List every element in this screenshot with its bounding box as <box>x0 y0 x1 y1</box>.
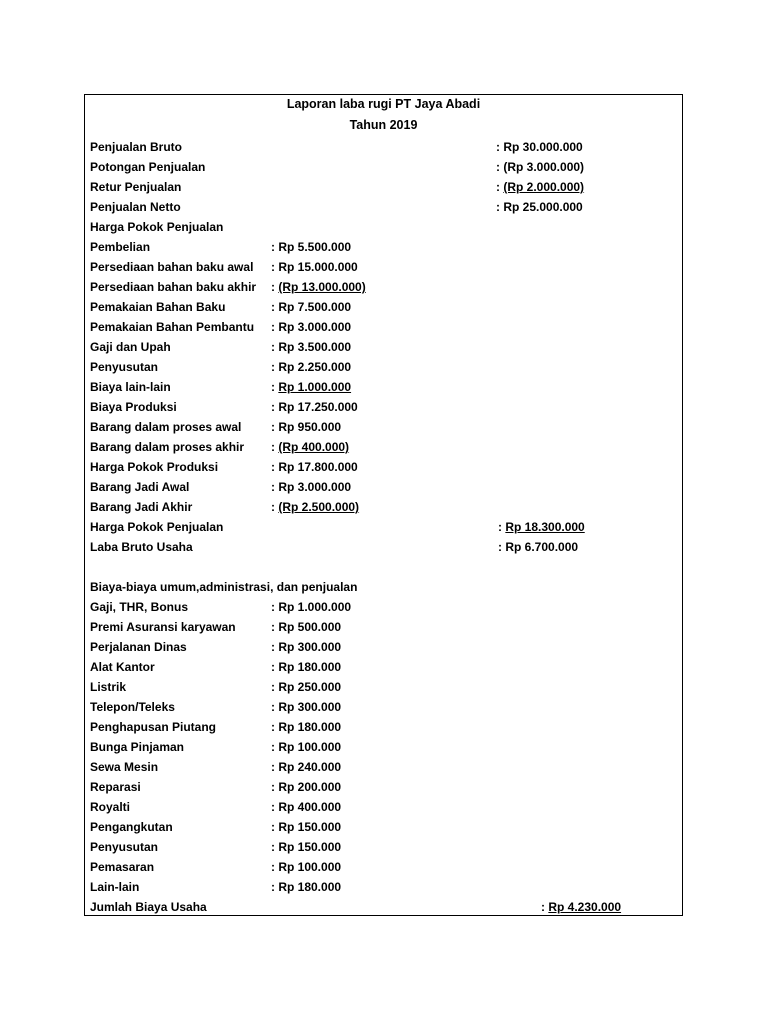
row-penyusutan-2 <box>90 840 680 860</box>
row-royalti <box>90 800 680 820</box>
row-label: Premi Asuransi karyawan <box>90 620 236 634</box>
row-value: : (Rp 3.000.000) <box>496 160 585 174</box>
row-label: Gaji, THR, Bonus <box>90 600 189 614</box>
row-barang-jadi-akhir <box>90 500 680 520</box>
row-label: Biaya Produksi <box>90 400 177 414</box>
section-heading: Biaya-biaya umum,administrasi, dan penjualan <box>90 580 358 594</box>
row-label: Reparasi <box>90 780 141 794</box>
row-pemasaran <box>90 860 680 880</box>
row-label: Jumlah Biaya Usaha <box>90 900 207 914</box>
row-value: : Rp 100.000 <box>271 740 342 754</box>
row-value: : Rp 7.500.000 <box>271 300 352 314</box>
row-label: Persediaan bahan baku awal <box>90 260 254 274</box>
row-value: : Rp 150.000 <box>271 840 342 854</box>
row-retur-penjualan <box>90 180 680 200</box>
row-label: Listrik <box>90 680 127 694</box>
row-label: Barang Jadi Akhir <box>90 500 193 514</box>
row-value: : Rp 200.000 <box>271 780 342 794</box>
row-pembelian <box>90 240 680 260</box>
row-value: : Rp 1.000.000 <box>271 600 352 614</box>
row-telepon <box>90 700 680 720</box>
row-value: : (Rp 13.000.000) <box>271 280 366 294</box>
row-label: Pemasaran <box>90 860 155 874</box>
row-penjualan-netto <box>90 200 680 220</box>
row-value: : Rp 17.250.000 <box>271 400 358 414</box>
row-value: : Rp 300.000 <box>271 700 342 714</box>
row-label: Alat Kantor <box>90 660 155 674</box>
row-alat-kantor <box>90 660 680 680</box>
row-value: : (Rp 400.000) <box>271 440 350 454</box>
row-label: Penyusutan <box>90 360 159 374</box>
row-lain-lain <box>90 880 680 900</box>
row-barang-jadi-awal <box>90 480 680 500</box>
row-value: : Rp 6.700.000 <box>498 540 579 554</box>
row-label: Bunga Pinjaman <box>90 740 185 754</box>
row-persediaan-awal <box>90 260 680 280</box>
row-biaya-umum-header <box>90 580 680 600</box>
row-gaji-thr <box>90 600 680 620</box>
row-potongan-penjualan <box>90 160 680 180</box>
row-label: Pemakaian Bahan Pembantu <box>90 320 255 334</box>
row-value: : Rp 100.000 <box>271 860 342 874</box>
row-value: : Rp 180.000 <box>271 660 342 674</box>
row-jumlah-biaya-usaha <box>90 900 680 920</box>
row-hpp-header <box>90 220 680 240</box>
row-listrik <box>90 680 680 700</box>
row-label: Potongan Penjualan <box>90 160 206 174</box>
row-label: Barang dalam proses awal <box>90 420 242 434</box>
row-value: : Rp 300.000 <box>271 640 342 654</box>
row-label: Penghapusan Piutang <box>90 720 217 734</box>
row-penghapusan-piutang <box>90 720 680 740</box>
row-value: : Rp 2.250.000 <box>271 360 352 374</box>
row-label: Pemakaian Bahan Baku <box>90 300 226 314</box>
row-value: : (Rp 2.000.000) <box>496 180 585 194</box>
row-value: : Rp 180.000 <box>271 720 342 734</box>
row-label: Retur Penjualan <box>90 180 182 194</box>
row-label: Sewa Mesin <box>90 760 159 774</box>
row-value: : Rp 400.000 <box>271 800 342 814</box>
row-penyusutan <box>90 360 680 380</box>
row-label: Telepon/Teleks <box>90 700 175 714</box>
row-value: : Rp 4.230.000 <box>541 900 622 914</box>
report-year: Tahun 2019 <box>349 118 418 132</box>
row-value: : Rp 30.000.000 <box>496 140 583 154</box>
row-label: Barang Jadi Awal <box>90 480 190 494</box>
row-value: : Rp 500.000 <box>271 620 342 634</box>
row-label: Barang dalam proses akhir <box>90 440 245 454</box>
row-persediaan-akhir <box>90 280 680 300</box>
row-pemakaian-bahan-baku <box>90 300 680 320</box>
row-bdp-awal <box>90 420 680 440</box>
row-value: : Rp 950.000 <box>271 420 342 434</box>
row-value: : Rp 18.300.000 <box>498 520 585 534</box>
row-gaji-upah <box>90 340 680 360</box>
row-bunga-pinjaman <box>90 740 680 760</box>
row-bdp-akhir <box>90 440 680 460</box>
row-label: Lain-lain <box>90 880 140 894</box>
row-value: : Rp 3.500.000 <box>271 340 352 354</box>
row-laba-bruto <box>90 540 680 560</box>
section-heading: Harga Pokok Penjualan <box>90 220 224 234</box>
row-value: : Rp 3.000.000 <box>271 480 352 494</box>
row-value: : Rp 15.000.000 <box>271 260 358 274</box>
row-value: : Rp 150.000 <box>271 820 342 834</box>
row-label: Penjualan Bruto <box>90 140 183 154</box>
row-pemakaian-bahan-pembantu <box>90 320 680 340</box>
row-biaya-lain <box>90 380 680 400</box>
report-title: Laporan laba rugi PT Jaya Abadi <box>286 97 481 111</box>
row-label: Pembelian <box>90 240 151 254</box>
row-pengangkutan <box>90 820 680 840</box>
row-value: : Rp 3.000.000 <box>271 320 352 334</box>
row-value: : Rp 1.000.000 <box>271 380 352 394</box>
row-reparasi <box>90 780 680 800</box>
row-value: : Rp 180.000 <box>271 880 342 894</box>
row-label: Gaji dan Upah <box>90 340 171 354</box>
row-biaya-produksi <box>90 400 680 420</box>
row-value: : Rp 240.000 <box>271 760 342 774</box>
row-hpp-total <box>90 520 680 540</box>
row-label: Harga Pokok Penjualan <box>90 520 224 534</box>
row-hpp-produksi <box>90 460 680 480</box>
row-premi-asuransi <box>90 620 680 640</box>
row-penjualan-bruto <box>90 140 680 160</box>
row-label: Pengangkutan <box>90 820 173 834</box>
row-value: : (Rp 2.500.000) <box>271 500 360 514</box>
row-perjalanan-dinas <box>90 640 680 660</box>
row-label: Penyusutan <box>90 840 159 854</box>
row-label: Penjualan Netto <box>90 200 181 214</box>
row-label: Royalti <box>90 800 131 814</box>
row-value: : Rp 5.500.000 <box>271 240 352 254</box>
row-label: Laba Bruto Usaha <box>90 540 193 554</box>
row-label: Perjalanan Dinas <box>90 640 187 654</box>
row-value: : Rp 17.800.000 <box>271 460 358 474</box>
row-label: Biaya lain-lain <box>90 380 171 394</box>
row-label: Persediaan bahan baku akhir <box>90 280 257 294</box>
row-value: : Rp 250.000 <box>271 680 342 694</box>
row-value: : Rp 25.000.000 <box>496 200 583 214</box>
row-label: Harga Pokok Produksi <box>90 460 219 474</box>
row-sewa-mesin <box>90 760 680 780</box>
